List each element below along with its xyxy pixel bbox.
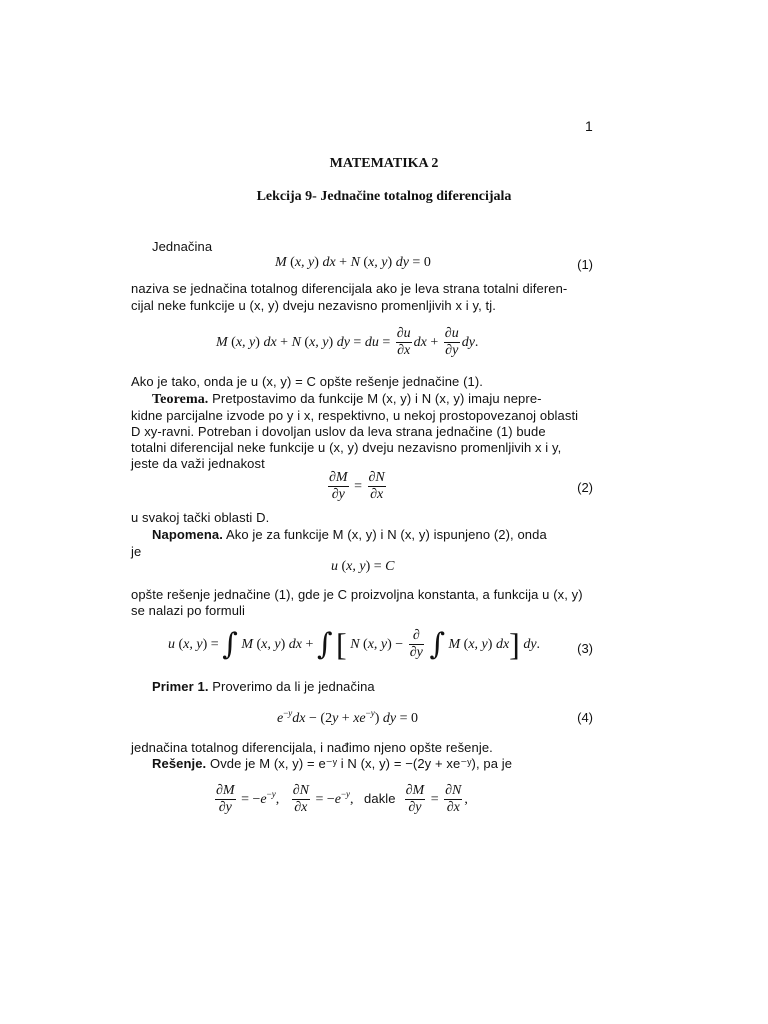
- remark-label: Napomena.: [152, 527, 223, 542]
- theorem-line-2: kidne parcijalne izvode po y i x, respektivno, u nekoj prostopovezanoj oblasti: [131, 408, 579, 423]
- theorem-line-1: Teorema. Pretpostavimo da funkcije M (x, y) i N (x, y) imaju nepre-: [152, 391, 542, 407]
- total-differential-equation: M (x, y) dx + N (x, y) dy = du = $\frac{\partial u}{\partial x}$ dx + $\frac{\partial u}{\partial y}$ dy.: [216, 326, 479, 359]
- lesson-subtitle: Lekcija 9- Jednačine totalnog diferencijala: [256, 189, 512, 204]
- paragraph-5: jednačina totalnog diferencijala, i nađimo njeno opšte rešenje.: [131, 740, 493, 755]
- theorem-line-4: totalni diferencijal neke funkcije u (x, y) dveju nezavisno promenljivih x i y,: [131, 440, 562, 455]
- theorem-label: Teorema.: [152, 392, 209, 407]
- equation-3-number: (3): [577, 641, 593, 656]
- equation-3: u (x, y) = ∫ M (x, y) dx + ∫ [ N (x, y) − $\frac{\partial}{\partial y}$ ∫ M (x, y) dx] dy.: [168, 626, 541, 663]
- dakle-word: dakle: [364, 790, 396, 806]
- theorem-line-3: D xy-ravni. Potreban i dovoljan uslov da leva strana jednačine (1) bude: [131, 424, 546, 439]
- example-line: Primer 1. Proverimo da li je jednačina: [152, 679, 375, 694]
- paragraph-4-line-2: se nalazi po formuli: [131, 603, 245, 618]
- equation-1: M (x, y) dx + N (x, y) dy = 0: [275, 255, 431, 270]
- equation-2: $\frac{\partial M}{\partial y}$ = $\frac{\partial N}{\partial x}$: [329, 470, 385, 503]
- paragraph-1-line-1: naziva se jednačina totalnog diferencijala ako je leva strana totalni diferen-: [131, 281, 568, 296]
- general-solution-equation: u (x, y) = C: [331, 559, 395, 574]
- equation-4: $e^{-y}dx - (2y + xe^{-y})$ dy = 0: [277, 708, 419, 726]
- equation-4-number: (4): [577, 710, 593, 725]
- equation-2-number: (2): [577, 480, 593, 495]
- intro-word: Jednačina: [152, 239, 213, 254]
- theorem-line-5: jeste da važi jednakost: [131, 456, 265, 471]
- paragraph-4-line-1: opšte rešenje jednačine (1), gde je C proizvoljna konstanta, a funkcija u (x, y): [131, 587, 583, 602]
- page-number: 1: [585, 118, 593, 134]
- equation-1-number: (1): [577, 257, 593, 272]
- paragraph-1-line-2: cijal neke funkcije u (x, y) dveju nezavisno promenljivih x i y, tj.: [131, 298, 496, 313]
- remark-line-2: je: [131, 544, 142, 559]
- document-title: MATEMATIKA 2: [329, 156, 439, 171]
- paragraph-2: Ako je tako, onda je u (x, y) = C opšte rešenje jednačine (1).: [131, 374, 483, 389]
- remark-line-1: Napomena. Ako je za funkcije M (x, y) i N (x, y) ispunjeno (2), onda: [152, 527, 547, 542]
- paragraph-3: u svakoj tački oblasti D.: [131, 510, 270, 525]
- solution-line: Rešenje. Ovde je M (x, y) = e⁻ʸ i N (x, y) = −(2y + xe⁻ʸ), pa je: [152, 756, 513, 771]
- example-label: Primer 1.: [152, 679, 209, 694]
- solution-label: Rešenje.: [152, 756, 207, 771]
- partial-derivatives-equation: $\frac{\partial M}{\partial y}$ = $-e^{-y}$, $\frac{\partial N}{\partial x}$ = $-e^{-y}$, dakle $\frac{\partial M}{\partial y}$ = $\frac{\partial N}{\partial x}$ ,: [216, 783, 468, 816]
